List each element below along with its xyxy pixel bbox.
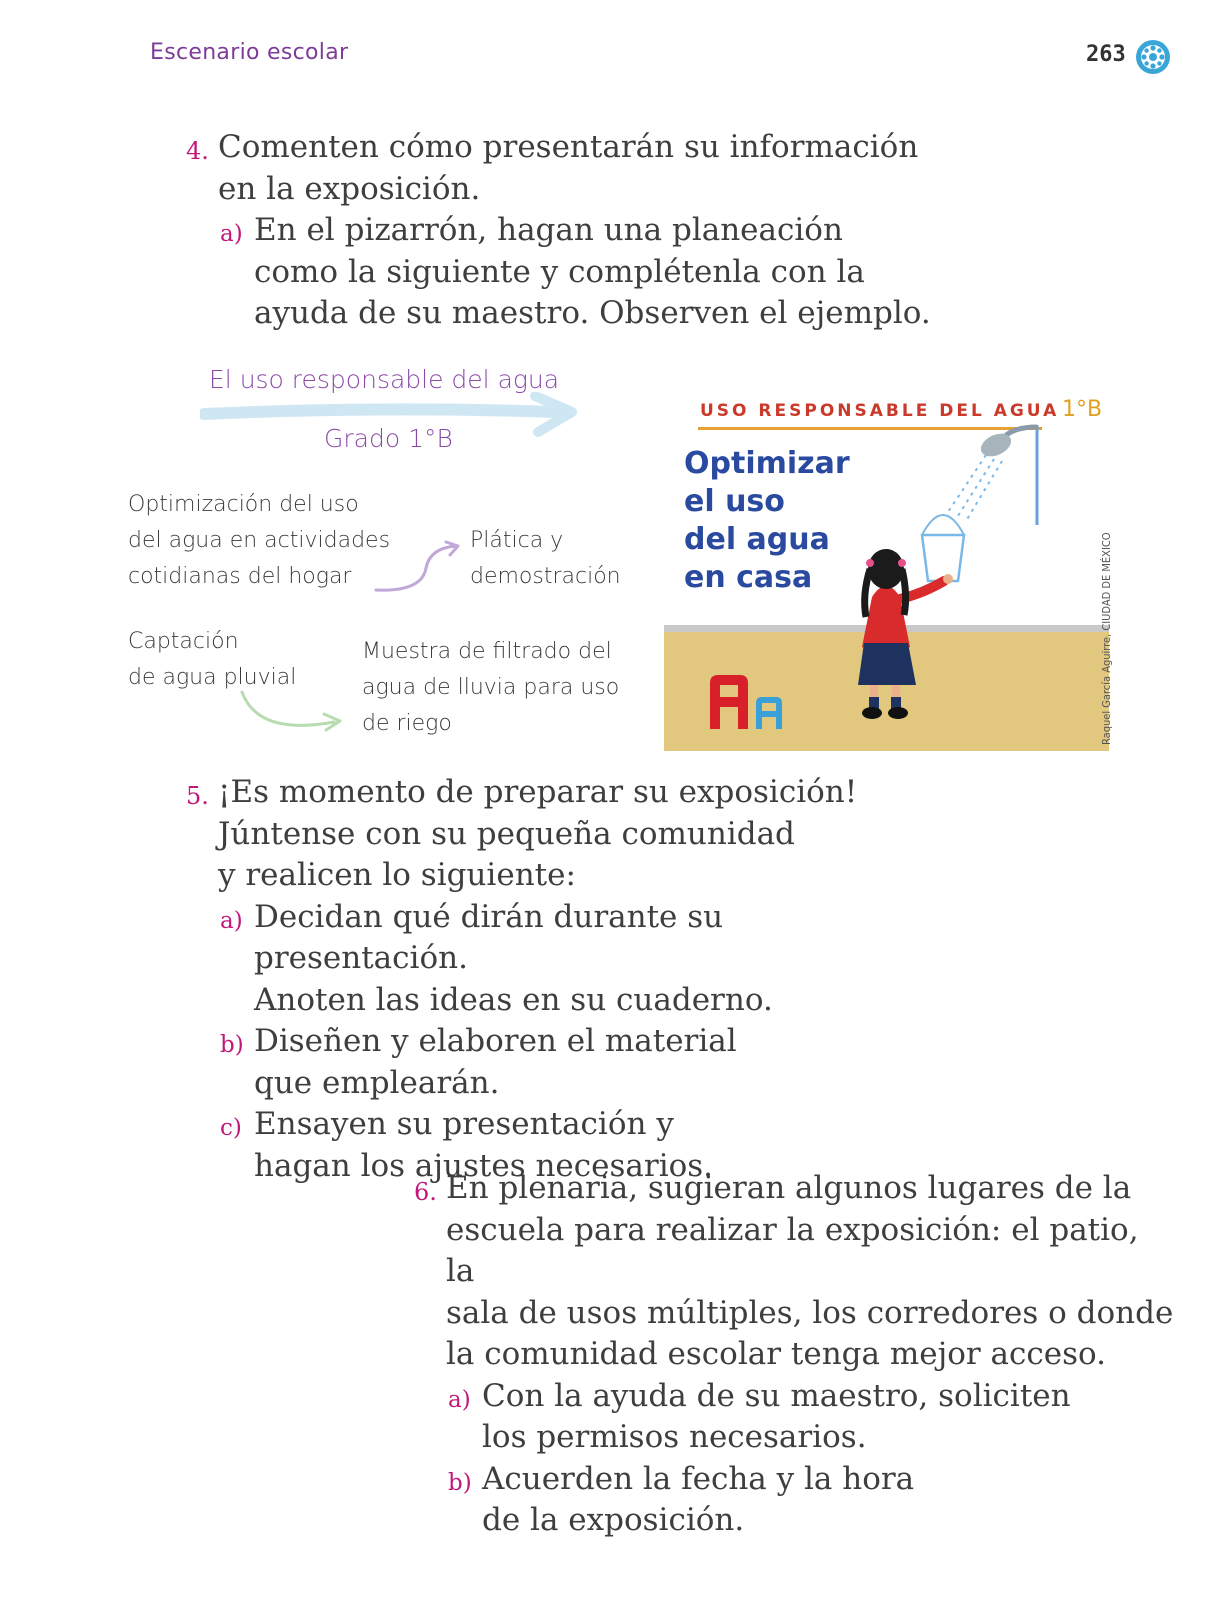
board-title: USO RESPONSABLE DEL AGUA (700, 401, 1060, 421)
illustration-credit: Raquel García Aguirre, CIUDAD DE MÉXICO (1100, 532, 1113, 745)
text-line: la comunidad escolar tenga mejor acceso. (446, 1336, 1106, 1372)
step-number: 6. (414, 1178, 437, 1206)
whiteboard-illustration (664, 385, 1109, 751)
board-grade: 1°B (1062, 397, 1103, 422)
text-line: Júntense con su pequeña comunidad (218, 815, 795, 852)
text-line: Optimización del uso (128, 492, 359, 517)
text-line: de agua pluvial (128, 665, 297, 690)
step-5 (186, 772, 946, 1187)
text-line: Diseñen y elaboren el material (254, 1023, 737, 1059)
text-line: el uso (684, 484, 785, 519)
text-line: demostración (470, 564, 621, 589)
text-line: sala de usos múltiples, los corredores o donde (446, 1294, 1174, 1331)
text-line: del agua en actividades (128, 528, 391, 553)
girl-figure (858, 549, 953, 719)
step-4 (186, 127, 946, 335)
text-line: Comenten cómo presentarán su información (218, 129, 919, 165)
text-line: En plenaria, sugieran algunos lugares de la (446, 1170, 1132, 1206)
plan-item-1 (128, 487, 390, 595)
section-title: Escenario escolar (150, 40, 349, 65)
step-number: 4. (186, 137, 209, 165)
flower-emblem-icon (1134, 38, 1172, 76)
text-line: y realicen lo siguiente: (218, 857, 576, 893)
bucket-icon (922, 535, 964, 581)
text-line: Plática y (470, 528, 564, 553)
text-line: del agua (684, 522, 830, 557)
item-marker: b) (448, 1469, 472, 1496)
plan-grade: Grado 1°B (324, 424, 453, 453)
text-line: Optimizar (684, 446, 850, 481)
page-number: 263 (1086, 42, 1126, 67)
text-line: cotidianas del hogar (128, 564, 352, 589)
text-line: Acuerden la fecha y la hora (482, 1460, 915, 1497)
item-marker: b) (220, 1032, 244, 1058)
drawing-layer (664, 385, 1109, 751)
text-line: Decidan qué dirán durante su presentación. (254, 898, 724, 976)
curved-arrow-icon (372, 540, 464, 596)
text-line: como la siguiente y complétenla con la (254, 253, 865, 290)
text-line: de la exposición. (482, 1502, 745, 1538)
text-line: Ensayen su presentación y (254, 1106, 674, 1142)
text-line: En el pizarrón, hagan una planeación (254, 212, 843, 248)
plan-item-1-result (470, 523, 621, 595)
text-line: en la exposición. (218, 170, 481, 207)
curved-arrow-icon (236, 688, 356, 742)
plan-item-2-result (362, 634, 619, 742)
text-line: Anoten las ideas en su cuaderno. (254, 981, 773, 1018)
text-line: de riego (362, 711, 452, 736)
text-line: agua de lluvia para uso (362, 675, 620, 700)
plan-title: El uso responsable del agua (209, 365, 560, 394)
text-line: ¡Es momento de preparar su exposición! (218, 774, 858, 810)
text-line: en casa (684, 560, 813, 595)
plan-item-2 (128, 624, 296, 696)
step-number: 5. (186, 782, 209, 810)
text-line: los permisos necesarios. (482, 1419, 867, 1455)
letter-blocks-icon (710, 675, 782, 729)
text-line: hagan los ajustes necesarios. (254, 1147, 714, 1184)
item-marker: a) (220, 221, 243, 247)
text-line: ayuda de su maestro. Observen el ejemplo. (254, 295, 931, 331)
step-6 (414, 1168, 1174, 1542)
text-line: que emplearán. (254, 1064, 500, 1101)
item-marker: c) (220, 1115, 242, 1141)
item-marker: a) (448, 1386, 471, 1413)
text-line: Muestra de filtrado del (362, 639, 612, 664)
text-line: Captación (128, 629, 239, 654)
text-line: Con la ayuda de su maestro, soliciten (482, 1377, 1071, 1414)
text-line: escuela para realizar la exposición: el patio, la (446, 1211, 1139, 1289)
item-marker: a) (220, 907, 243, 934)
